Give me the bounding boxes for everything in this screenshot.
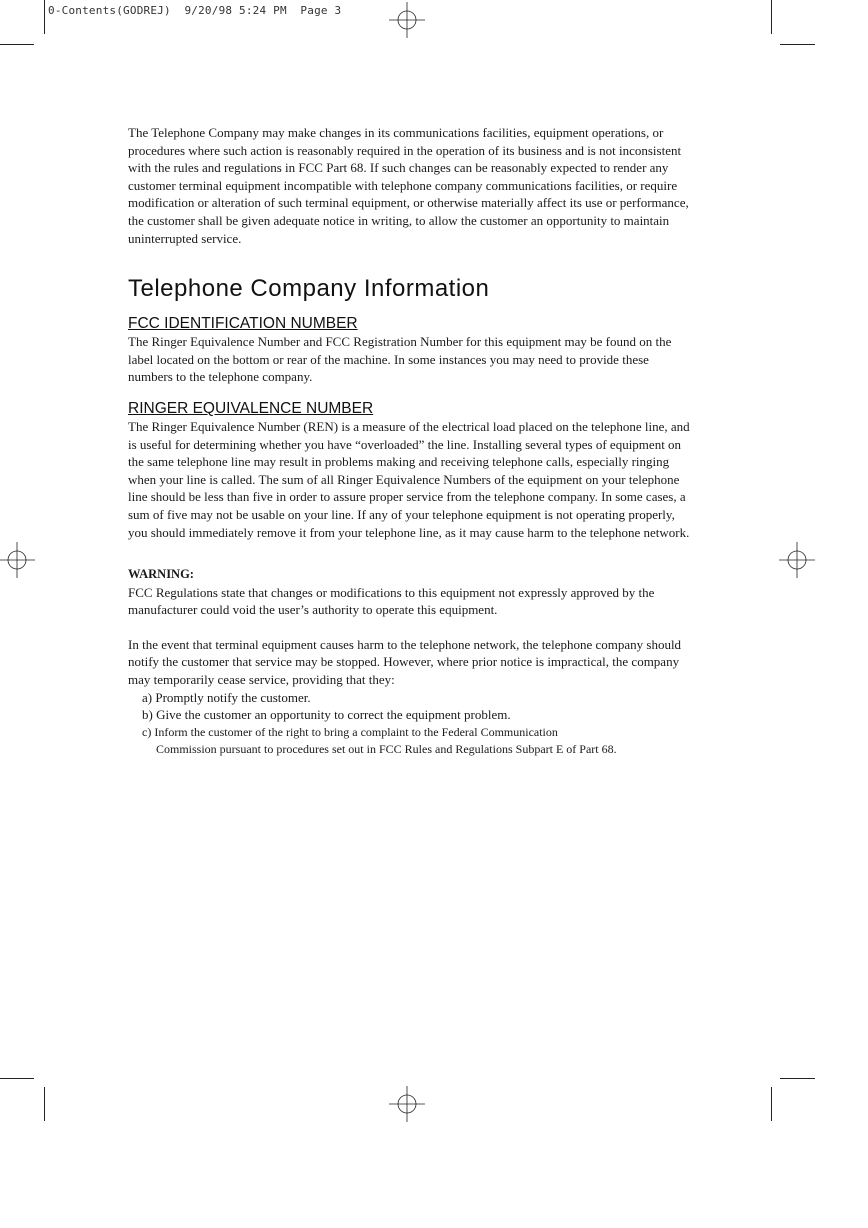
crop-mark-bottom-right-horizontal <box>780 1078 815 1079</box>
list-item-text: c) Inform the customer of the right to bring a complaint to the Federal Communication <box>142 724 558 739</box>
crop-mark-bottom-left-vertical <box>44 1087 45 1121</box>
harm-paragraph: In the event that terminal equipment causes harm to the telephone network, the telephone company should notify the customer that service may be stopped. However, where prior notice is impractical, the company may temporarily cease service, providing that they: <box>128 636 682 688</box>
fcc-paragraph: The Ringer Equivalence Number and FCC Registration Number for this equipment may be found on the label located on the bottom or rear of the machine. In some instances you may need to provide these numbers to the telephone company. <box>128 334 672 385</box>
obligation-list <box>128 689 690 759</box>
spacer <box>128 541 690 558</box>
list-item-continuation: Commission pursuant to procedures set out in FCC Rules and Regulations Subpart E of Part 68. <box>156 742 617 757</box>
crop-mark-bottom-right-vertical <box>771 1087 772 1121</box>
registration-mark-bottom-icon <box>389 1086 425 1122</box>
registration-mark-top-icon <box>389 2 425 38</box>
crop-mark-top-right-vertical <box>771 0 772 34</box>
registration-mark-left-icon <box>0 542 35 578</box>
list-item: a) Promptly notify the customer. <box>142 689 311 705</box>
ren-paragraph: The Ringer Equivalence Number (REN) is a measure of the electrical load placed on the telephone line, and is useful for determining whether you have “overloaded” the line. Installing several types of equipment on the same telephone line may result in problems making and receiving telephone calls, especially ringing when your line is called. The sum of all Ringer Equivalence Numbers of the equipment on your telephone line should be less than five in order to assure proper service from the telephone company. In some cases, a sum of five may not be usable on your line. If any of your telephone equipment is not operating properly, you should immediately remove it from your telephone line, as it may cause harm to the telephone network. <box>128 418 690 540</box>
ren-heading: RINGER EQUIVALENCE NUMBER <box>128 399 374 417</box>
warning-paragraph: FCC Regulations state that changes or modifications to this equipment not expressly approved by the manufacturer could void the user’s authority to operate this equipment. <box>128 584 655 618</box>
print-slug: 0-Contents(GODREJ) 9/20/98 5:24 PM Page 3 <box>48 4 342 17</box>
fcc-heading: FCC IDENTIFICATION NUMBER <box>128 315 358 333</box>
fcc-section <box>128 315 690 386</box>
crop-mark-top-left-vertical <box>44 0 45 34</box>
page-content <box>128 124 690 759</box>
crop-mark-top-right-horizontal <box>780 44 815 45</box>
crop-mark-bottom-left-horizontal <box>0 1078 34 1079</box>
ren-section <box>128 400 690 541</box>
spacer <box>128 619 690 636</box>
crop-mark-top-left-horizontal <box>0 44 34 45</box>
list-item <box>128 724 690 759</box>
registration-mark-right-icon <box>779 542 815 578</box>
warning-label: WARNING: <box>128 567 194 582</box>
intro-paragraph: The Telephone Company may make changes in its communications facilities, equipment operations, or procedures where such action is reasonably required in the operation of its business and is not inconsistent with the rules and regulations in FCC Part 68. If such changes can be reasonably expected to render any customer terminal equipment incompatible with telephone company communications facilities, or require modification or alteration of such terminal equipment, or otherwise materially affect its use or performance, the customer shall be given adequate notice in writing, to allow the customer an opportunity to maintain uninterrupted service. <box>128 125 689 246</box>
list-item: b) Give the customer an opportunity to correct the equipment problem. <box>142 707 511 723</box>
page-title: Telephone Company Information <box>128 275 490 303</box>
